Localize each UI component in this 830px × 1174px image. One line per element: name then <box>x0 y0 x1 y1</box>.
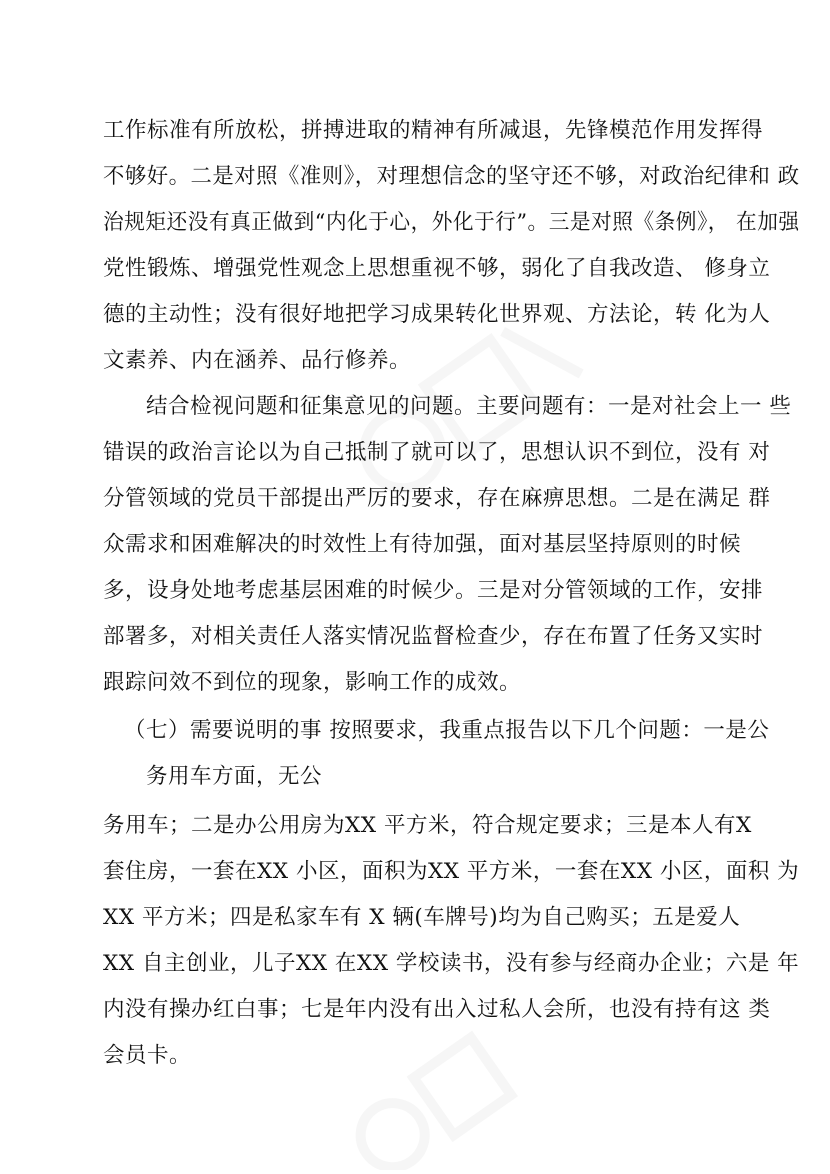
paragraph-line: 套住房，一套在XX 小区，面积为XX 平方米，一套在XX 小区，面积 为 <box>103 859 800 884</box>
paragraph-line: 部署多，对相关责任人落实情况监督检查少，存在布置了任务又实时 <box>103 624 764 649</box>
paragraph-line: 会员卡。 <box>103 1043 192 1068</box>
paragraph-line: 众需求和困难解决的时效性上有待加强，面对基层坚持原则的时候 <box>103 532 742 557</box>
paragraph-line: 结合检视问题和征集意见的问题。主要问题有：一是对社会上一 些 <box>146 394 792 419</box>
paragraph-line: 党性锻炼、增强党性观念上思想重视不够，弱化了自我改造、 修身立 <box>103 256 771 281</box>
paragraph-line: 错误的政治言论以为自己抵制了就可以了，思想认识不到位，没有 对 <box>103 440 771 465</box>
paragraph-line: 内没有操办红白事；七是年内没有出入过私人会所，也没有持有这 类 <box>103 997 771 1022</box>
paragraph-line: 工作标准有所放松，拼搏进取的精神有所减退，先锋模范作用发挥得 <box>103 118 764 143</box>
section-heading-line: （七）需要说明的事 按照要求，我重点报告以下几个问题：一是公 <box>124 718 770 743</box>
paragraph-line: 德的主动性；没有很好地把学习成果转化世界观、方法论，转 化为人 <box>103 302 771 327</box>
paragraph-line: 不够好。二是对照《准则》，对理想信念的坚守还不够，对政治纪律和 政 <box>103 164 800 189</box>
paragraph-line: 务用车方面，无公 <box>146 764 323 789</box>
paragraph-line: 文素养、内在涵养、品行修养。 <box>103 348 412 373</box>
paragraph-line: XX 平方米；四是私家车有 X 辆(车牌号)均为自己购买；五是爱人 <box>103 905 741 930</box>
watermark-bottom <box>330 1020 570 1170</box>
paragraph-line: 跟踪问效不到位的现象，影响工作的成效。 <box>103 670 522 695</box>
paragraph-line: 治规矩还没有真正做到“内化于心，外化于行”。三是对照《条例》， 在加强 <box>103 210 800 235</box>
paragraph-line: 务用车；二是办公用房为XX 平方米，符合规定要求；三是本人有X <box>103 813 752 838</box>
paragraph-line: 分管领域的党员干部提出严厉的要求，存在麻痹思想。二是在满足 群 <box>103 486 771 511</box>
paragraph-line: XX 自主创业，儿子XX 在XX 学校读书，没有参与经商办企业；六是 年 <box>103 951 800 976</box>
paragraph-line: 多，设身处地考虑基层困难的时候少。三是对分管领域的工作，安排 <box>103 578 764 603</box>
